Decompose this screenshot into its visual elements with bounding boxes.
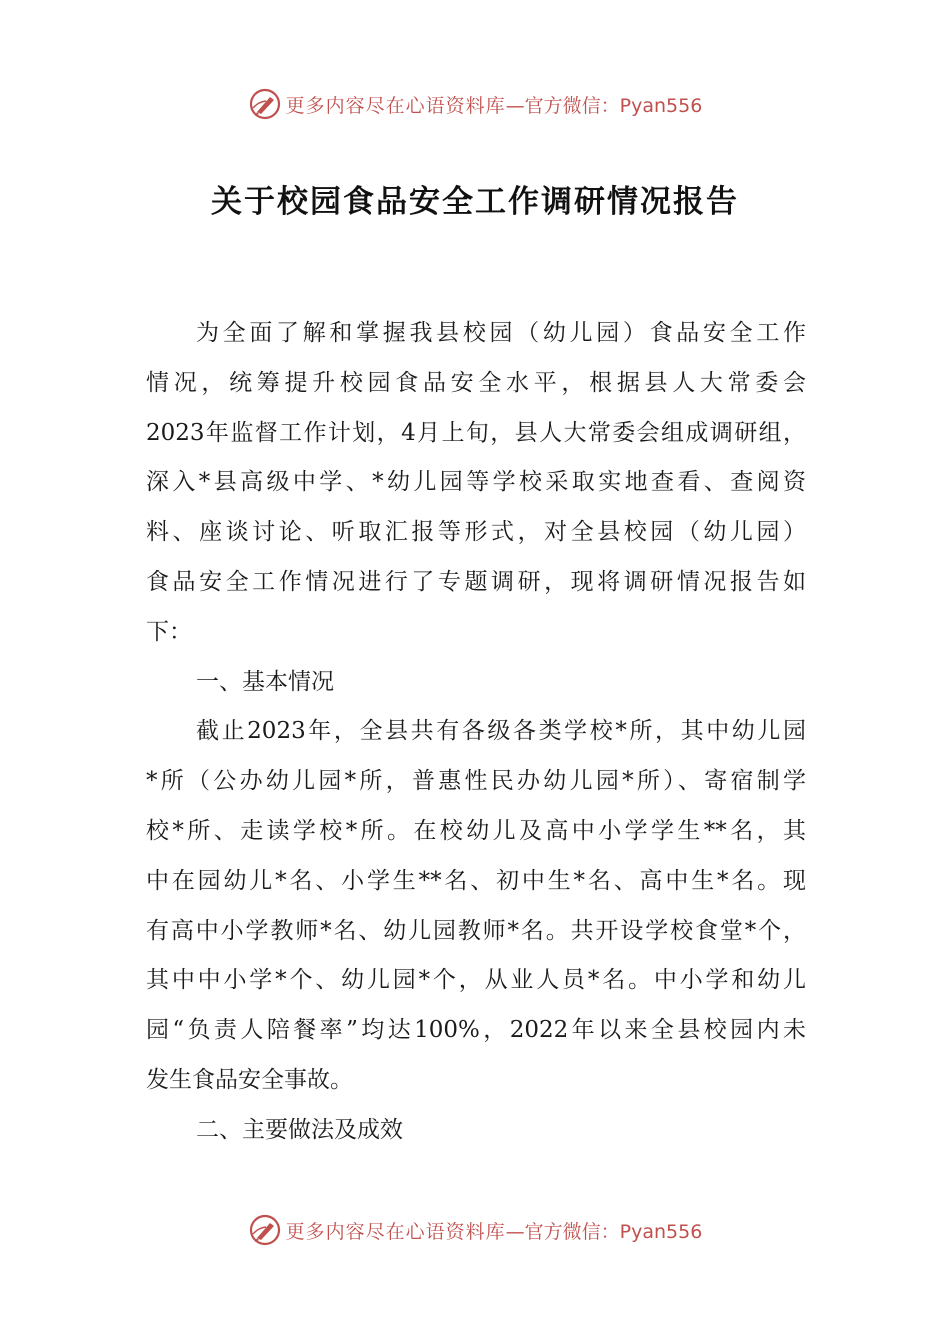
document-title: 关于校园食品安全工作调研情况报告 — [211, 184, 739, 220]
header-contact-text: —官方微信：Pyan556 — [505, 94, 703, 117]
pen-logo-icon — [248, 87, 282, 121]
section-heading: 二、主要做法及成效 — [196, 1116, 403, 1143]
paragraph-line: 食品安全工作情况进行了专题调研，现将调研情况报告如 — [146, 568, 806, 595]
footer-contact-text: —官方微信：Pyan556 — [505, 1220, 703, 1243]
document-body — [146, 309, 806, 1156]
paragraph-line: 发生食品安全事故。 — [146, 1066, 353, 1093]
paragraph-line: 校*所、走读学校*所。在校幼儿及高中小学学生**名，其 — [146, 817, 806, 844]
footer-brand-text: 更多内容尽在心语资料库 — [285, 1220, 506, 1243]
paragraph-line: 料、座谈讨论、听取汇报等形式，对全县校园（幼儿园） — [146, 519, 806, 546]
footer-banner — [0, 1210, 950, 1250]
paragraph-line: 其中中小学*个、幼儿园*个，从业人员*名。中小学和幼儿 — [146, 967, 806, 994]
header-banner — [0, 84, 950, 124]
header-brand-text: 更多内容尽在心语资料库 — [285, 94, 506, 117]
paragraph-line: 情况，统筹提升校园食品安全水平，根据县人大常委会 — [146, 369, 806, 396]
paragraph-line: 为全面了解和掌握我县校园（幼儿园）食品安全工作 — [196, 320, 806, 346]
section-heading: 一、基本情况 — [196, 668, 334, 695]
paragraph-line: 中在园幼儿*名、小学生**名、初中生*名、高中生*名。现 — [146, 867, 806, 894]
paragraph-line: 2023年监督工作计划，4月上旬，县人大常委会组成调研组， — [146, 419, 806, 446]
paragraph-line: 有高中小学教师*名、幼儿园教师*名。共开设学校食堂*个， — [146, 917, 806, 944]
paragraph-line: 截止2023年，全县共有各级各类学校*所，其中幼儿园 — [196, 718, 806, 745]
paragraph-line: 深入*县高级中学、*幼儿园等学校采取实地查看、查阅资 — [146, 469, 806, 496]
pen-logo-icon — [248, 1213, 282, 1247]
paragraph-line: *所（公办幼儿园*所，普惠性民办幼儿园*所）、寄宿制学 — [146, 768, 806, 795]
paragraph-line: 园“负责人陪餐率”均达100%，2022年以来全县校园内未 — [146, 1017, 806, 1044]
paragraph-line: 下： — [146, 618, 192, 645]
